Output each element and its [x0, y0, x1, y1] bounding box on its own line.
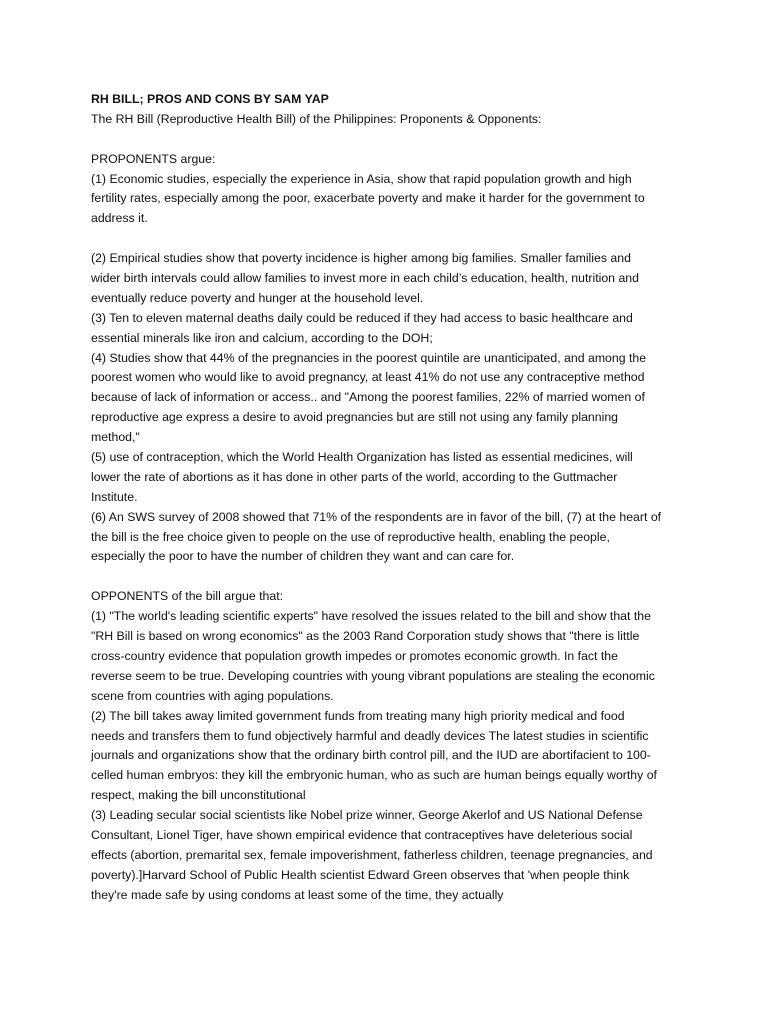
paragraph-line: celled human embryos: they kill the embryonic human, who as such are human beings equally worthy of — [91, 768, 657, 783]
paragraph-line: essential minerals like iron and calcium, according to the DOH; — [91, 330, 433, 345]
paragraph-line: poverty).]Harvard School of Public Health scientist Edward Green observes that 'when people think — [91, 867, 630, 882]
blank-line — [91, 567, 691, 587]
paragraph-line: address it. — [91, 211, 148, 226]
paragraph-line: reverse seem to be true. Developing countries with young vibrant populations are stealing the economic — [91, 668, 655, 683]
paragraph-line: (6) An SWS survey of 2008 showed that 71% of the respondents are in favor of the bill, (7) at the heart of — [91, 509, 662, 524]
document-page — [91, 90, 691, 906]
document-subtitle: The RH Bill (Reproductive Health Bill) of the Philippines: Proponents & Opponents: — [91, 111, 542, 126]
paragraph-line: respect, making the bill unconstitutional — [91, 788, 306, 803]
paragraph-line: reproductive age express a desire to avoid pregnancies but are still not using any family planning — [91, 410, 619, 425]
document-title: RH BILL; PROS AND CONS BY SAM YAP — [91, 92, 329, 106]
paragraph-line: (2) The bill takes away limited government funds from treating many high priority medical and food — [91, 708, 625, 723]
paragraph-line: fertility rates, especially among the poor, exacerbate poverty and make it harder for the government to — [91, 191, 645, 206]
paragraph-line: method," — [91, 430, 140, 445]
blank-line — [91, 130, 691, 150]
paragraph-line: especially the poor to have the number of children they want and can care for. — [91, 549, 515, 564]
paragraph-line: eventually reduce poverty and hunger at the household level. — [91, 290, 424, 305]
paragraph-line: cross-country evidence that population growth impedes or promotes economic growth. In fact the — [91, 648, 618, 663]
proponents-heading: PROPONENTS argue: — [91, 151, 216, 166]
paragraph-line: "RH Bill is based on wrong economics" as the 2003 Rand Corporation study shows that "there is little — [91, 629, 640, 644]
proponents-section — [91, 150, 691, 568]
paragraph-line: journals and organizations show that the ordinary birth control pill, and the IUD are abortifacient to 100- — [91, 748, 651, 763]
opponents-heading: OPPONENTS of the bill argue that: — [91, 589, 284, 604]
paragraph-line: effects (abortion, premarital sex, female impoverishment, fatherless children, teenage pregnancies, and — [91, 847, 653, 862]
paragraph-line: poorest women who would like to avoid pregnancy, at least 41% do not use any contraceptive method — [91, 370, 645, 385]
paragraph-line: (1) "The world's leading scientific experts" have resolved the issues related to the bill and show that the — [91, 609, 651, 624]
paragraph-line: (5) use of contraception, which the World Health Organization has listed as essential medicines, will — [91, 450, 633, 465]
paragraph-line: the bill is the free choice given to people on the use of reproductive health, enabling the people, — [91, 529, 610, 544]
paragraph-line: wider birth intervals could allow families to invest more in each child’s education, health, nutrition and — [91, 271, 639, 286]
opponents-section — [91, 587, 691, 905]
paragraph-line: (4) Studies show that 44% of the pregnancies in the poorest quintile are unanticipated, and among the — [91, 350, 647, 365]
paragraph-line: needs and transfers them to fund objectively harmful and deadly devices The latest studies in scientific — [91, 728, 649, 743]
paragraph-line: Institute. — [91, 489, 138, 504]
paragraph-line: (2) Empirical studies show that poverty incidence is higher among big families. Smaller families and — [91, 251, 631, 266]
paragraph-line: (3) Leading secular social scientists like Nobel prize winner, George Akerlof and US National Defense — [91, 808, 643, 823]
paragraph-line: (3) Ten to eleven maternal deaths daily could be reduced if they had access to basic healthcare and — [91, 310, 633, 325]
paragraph-line: scene from countries with aging populations. — [91, 688, 334, 703]
paragraph-line: (1) Economic studies, especially the experience in Asia, show that rapid population growth and high — [91, 171, 632, 186]
paragraph-line: because of lack of information or access.. and "Among the poorest families, 22% of married women of — [91, 390, 645, 405]
paragraph-line: Consultant, Lionel Tiger, have shown empirical evidence that contraceptives have deleterious social — [91, 827, 633, 842]
paragraph-line — [91, 229, 691, 249]
paragraph-line: they're made safe by using condoms at least some of the time, they actually — [91, 887, 504, 902]
paragraph-line: lower the rate of abortions as it has done in other parts of the world, according to the Guttmacher — [91, 469, 618, 484]
